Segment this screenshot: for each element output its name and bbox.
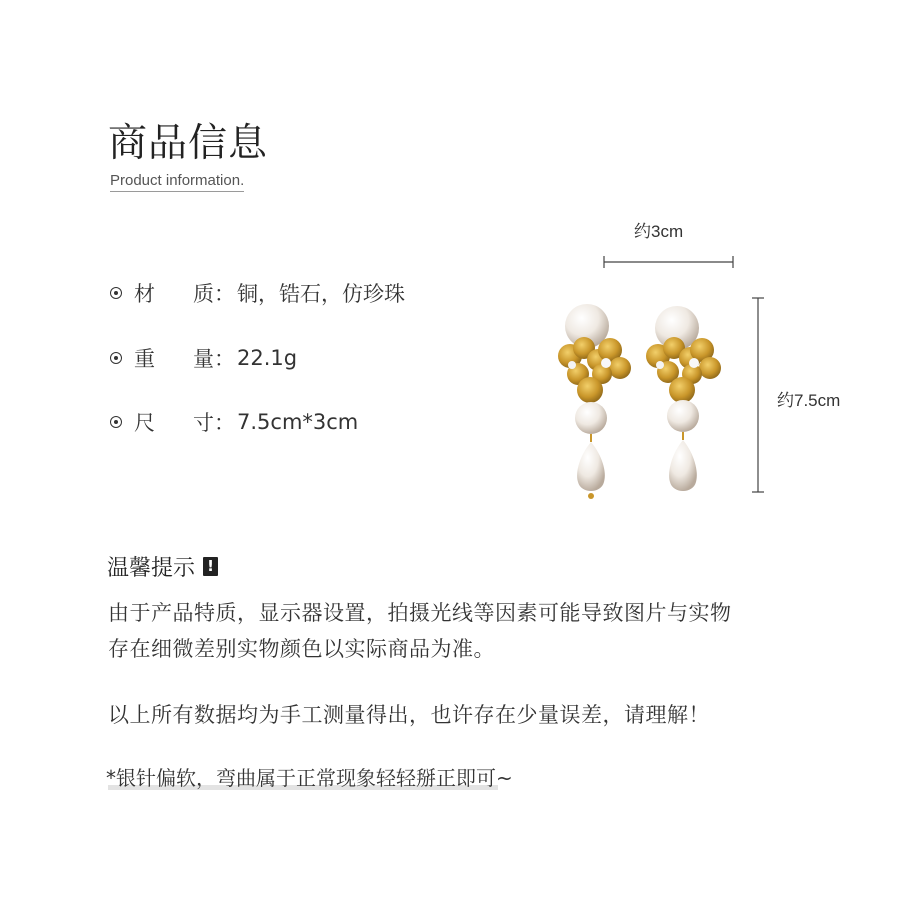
product-image [540,250,780,510]
height-label: 约7.5cm [777,391,841,410]
earring-right [646,306,721,491]
bullet-icon [110,287,122,299]
bullet-icon [110,352,122,364]
bullet-icon [110,416,122,428]
spec-label: 尺 寸 [134,411,214,435]
spec-value: 7.5cm*3cm [237,410,359,434]
tips-paragraph-2: 以上所有数据均为手工测量得出，也许存在少量误差，请理解！ [108,703,710,727]
height-dimension-line [752,298,764,492]
exclamation-icon: ! [203,557,218,576]
earring-left [558,304,631,499]
spec-row-material: 材 质 ： 铜，锆石，仿珍珠 [110,278,405,308]
spec-row-size: 尺 寸 ： 7.5cm*3cm [110,407,358,437]
width-label: 约3cm [634,222,684,241]
tips-title: 温馨提示 ! [107,551,218,582]
spec-value: 铜，锆石，仿珍珠 [237,282,405,306]
spec-label: 材 质 [134,282,214,306]
page-subtitle: Product information. [110,172,244,192]
spec-label: 重 量 [134,347,214,371]
tips-note: *银针偏软，弯曲属于正常现象轻轻掰正即可~ [106,766,513,790]
width-dimension-line [604,256,733,268]
page-title: 商品信息 [108,121,269,166]
spec-row-weight: 重 量 ： 22.1g [110,343,297,373]
spec-value: 22.1g [237,346,298,370]
tips-paragraph-1: 由于产品特质，显示器设置，拍摄光线等因素可能导致图片与实物 存在细微差别实物颜色以实际商品为准。 [108,601,732,661]
